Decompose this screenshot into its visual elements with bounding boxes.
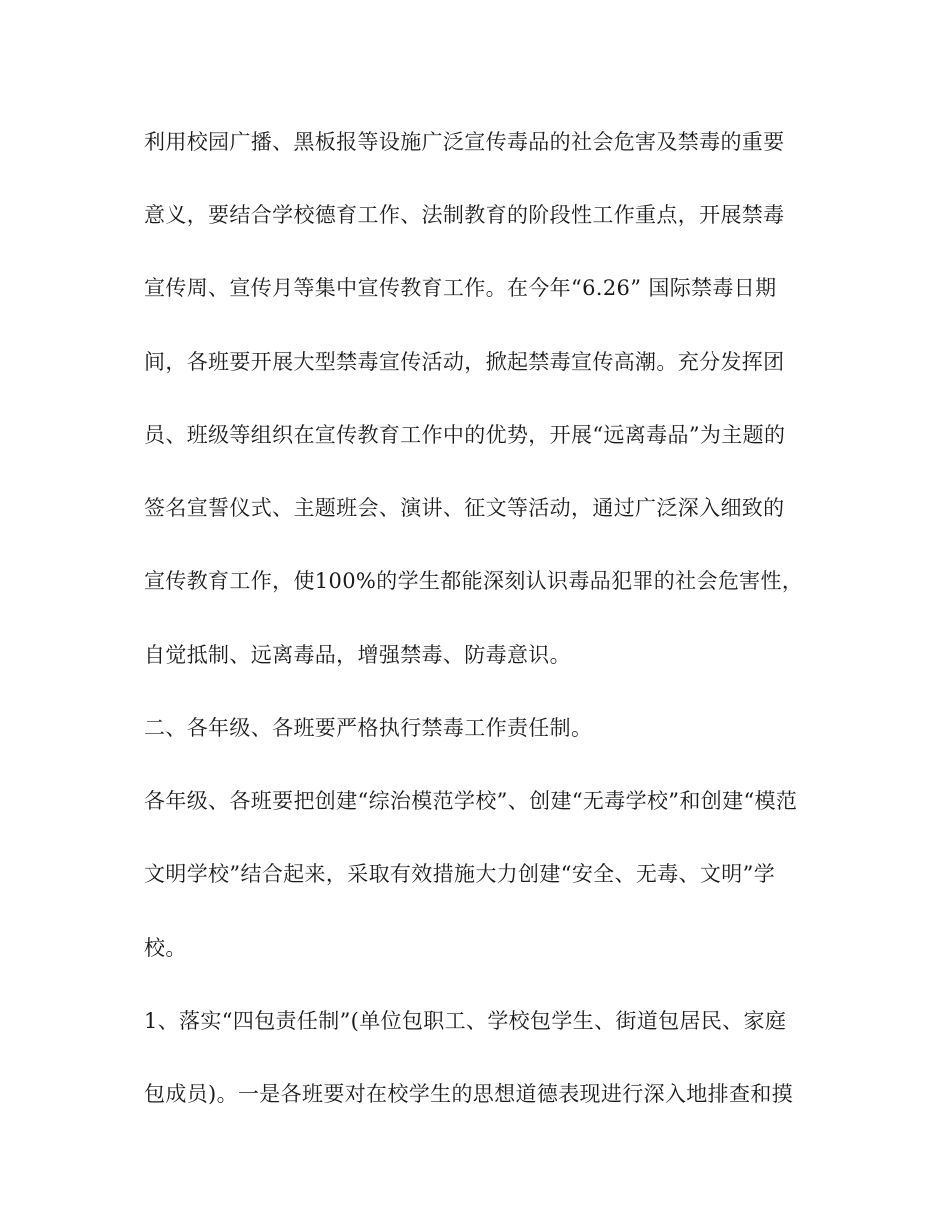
text-line-14: 包成员)。一是各班要对在校学生的思想道德表现进行深入地排查和摸 (144, 1082, 794, 1106)
text-line-4: 间，各班要开展大型禁毒宣传活动，掀起禁毒宣传高潮。充分发挥团 (144, 350, 785, 374)
text-line-11: 文明学校”结合起来，采取有效措施大力创建“安全、无毒、文明”学 (144, 862, 776, 886)
text-line-7: 宣传教育工作，使100%的学生都能深刻认识毒品犯罪的社会危害性， (144, 569, 804, 593)
text-line-5: 员、班级等组织在宣传教育工作中的优势，开展“远离毒品”为主题的 (144, 423, 786, 447)
text-line-6: 签名宣誓仪式、主题班会、演讲、征文等活动，通过广泛深入细致的 (144, 496, 785, 520)
text-line-8: 自觉抵制、远离毒品，增强禁毒、防毒意识。 (144, 643, 571, 667)
section-heading: 二、各年级、各班要严格执行禁毒工作责任制。 (144, 716, 593, 740)
text-line-1: 利用校园广播、黑板报等设施广泛宣传毒品的社会危害及禁毒的重要 (144, 130, 785, 154)
text-line-2: 意义，要结合学校德育工作、法制教育的阶段性工作重点，开展禁毒 (144, 203, 785, 227)
text-line-3: 宣传周、宣传月等集中宣传教育工作。在今年“6.26” 国际禁毒日期 (144, 276, 777, 300)
text-line-10: 各年级、各班要把创建“综治模范学校”、创建“无毒学校”和创建“模范 (144, 789, 798, 813)
text-line-12: 校。 (144, 936, 187, 960)
text-line-13: 1、落实“四包责任制”(单位包职工、学校包学生、街道包居民、家庭 (144, 1009, 787, 1033)
